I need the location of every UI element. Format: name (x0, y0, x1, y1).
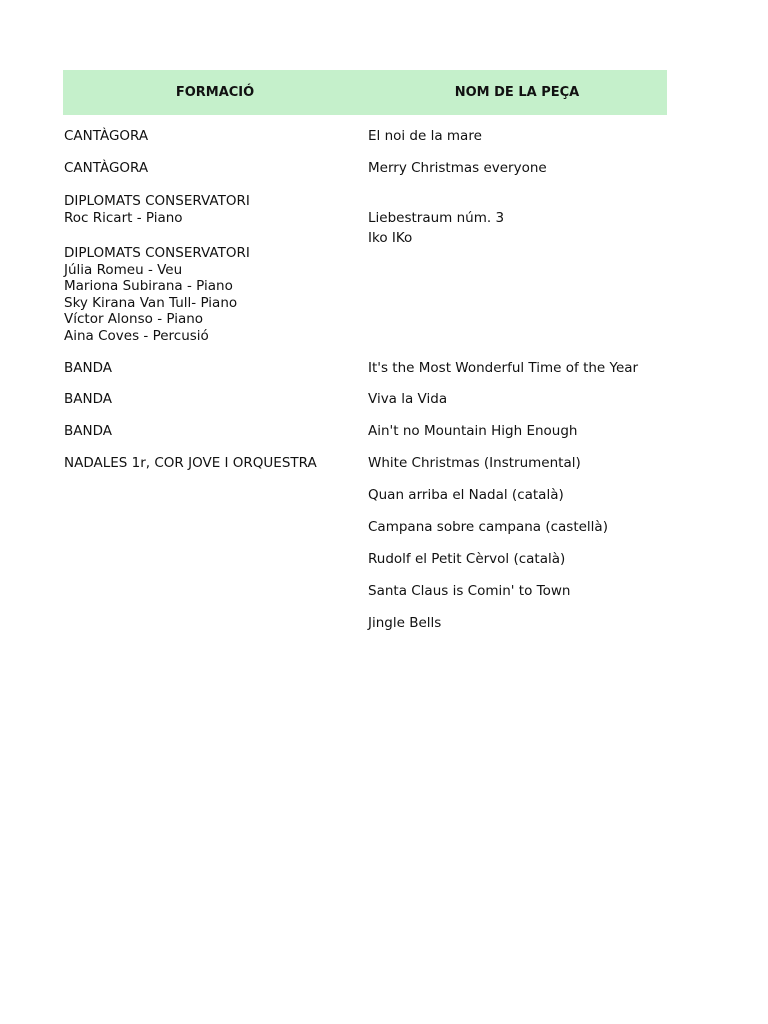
formacio-line: BANDA (64, 360, 112, 376)
peca-title: Campana sobre campana (castellà) (368, 519, 608, 535)
formacio-line: Víctor Alonso - Piano (64, 311, 204, 328)
table-header (63, 70, 667, 115)
formacio-line: BANDA (64, 391, 112, 407)
formacio-cell (64, 423, 112, 440)
formacio-line: CANTÀGORA (64, 160, 149, 176)
header-formacio: FORMACIÓ (175, 85, 255, 100)
peca-title: White Christmas (Instrumental) (368, 455, 581, 471)
formacio-cell (64, 245, 250, 345)
peca-title: Liebestraum núm. 3 (368, 210, 505, 226)
formacio-line: Roc Ricart - Piano (64, 209, 183, 226)
peca-title: Iko IKo (368, 230, 413, 246)
peca-title: Santa Claus is Comin' to Town (368, 583, 571, 599)
formacio-cell (64, 455, 317, 472)
header-nom-peca: NOM DE LA PEÇA (454, 85, 580, 100)
formacio-cell (64, 360, 112, 377)
formacio-line: Mariona Subirana - Piano (64, 278, 233, 295)
peca-title: Quan arriba el Nadal (català) (368, 487, 564, 503)
formacio-line: DIPLOMATS CONSERVATORI (64, 193, 250, 209)
formacio-cell (64, 160, 148, 177)
formacio-cell (64, 193, 250, 226)
formacio-cell (64, 391, 112, 408)
formacio-line: DIPLOMATS CONSERVATORI (64, 245, 250, 261)
formacio-cell (64, 128, 148, 145)
peca-title: Merry Christmas everyone (368, 160, 547, 176)
formacio-line: Sky Kirana Van Tull- Piano (64, 294, 238, 311)
formacio-line: Júlia Romeu - Veu (64, 261, 183, 278)
formacio-line: NADALES 1r, COR JOVE I ORQUESTRA (64, 455, 317, 471)
peca-title: Rudolf el Petit Cèrvol (català) (368, 551, 566, 567)
peca-title: Ain't no Mountain High Enough (368, 423, 578, 439)
formacio-line: BANDA (64, 423, 112, 439)
peca-title: El noi de la mare (368, 128, 482, 144)
peca-title: Viva la Vida (368, 391, 448, 407)
formacio-line: CANTÀGORA (64, 128, 149, 144)
peca-title: Jingle Bells (368, 615, 442, 631)
formacio-line: Aina Coves - Percusió (64, 327, 209, 344)
peca-title: It's the Most Wonderful Time of the Year (368, 360, 639, 376)
